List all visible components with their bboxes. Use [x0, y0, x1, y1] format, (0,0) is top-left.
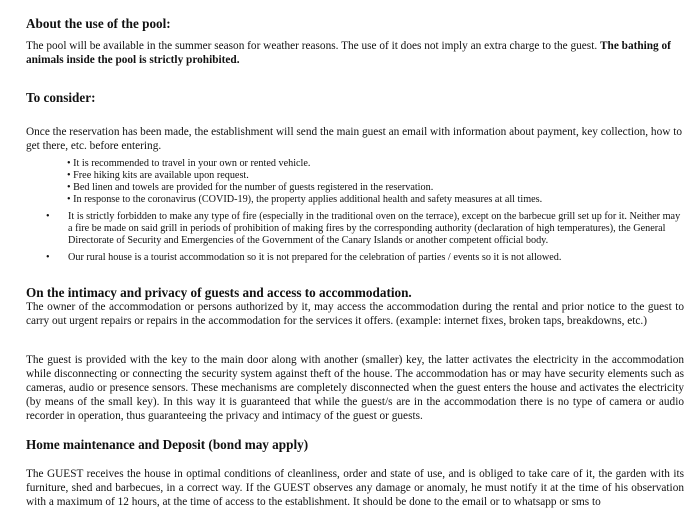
- privacy-paragraph-2: The guest is provided with the key to the main door along with another (smaller) key, the latter activates the electricity in the accommodation while disconnecting or connecting the security system against theft of the house. The accommodation has or may have security elements such as cameras, audio or presence sensors. These mechanisms are completely disconnected when the guest enters the house and activates the electricity (by means of the small key). In this way it is guaranteed that while the guest/s are in the accommodation there is no type of camera or audio recorder in operation, thus guaranteeing the privacy and intimacy of the guest or guests.: [26, 354, 684, 422]
- consider-heading: To consider:: [26, 90, 96, 105]
- privacy-paragraph-1: The owner of the accommodation or persons authorized by it, may access the accommodation during the rental and prior notice to the guest to carry out urgent repairs or repairs in the accommodation for the services it offers. (example: internet fixes, broken taps, breakdowns, etc.): [26, 301, 684, 327]
- privacy-heading: On the intimacy and privacy of guests and access to accommodation.: [26, 285, 412, 300]
- bullet-icon: •: [46, 211, 50, 222]
- consider-bullets: [26, 207, 684, 264]
- list-item: • It is recommended to travel in your own or rented vehicle.: [67, 158, 311, 169]
- bullet-item: [26, 252, 684, 264]
- bullet-icon: •: [46, 252, 50, 263]
- consider-intro: Once the reservation has been made, the establishment will send the main guest an email with information about payment, key collection, how to get there, etc. before entering.: [26, 126, 682, 152]
- list-item: • In response to the coronavirus (COVID-19), the property applies additional health and safety measures at all times.: [67, 194, 543, 205]
- pool-text: The pool will be available in the summer season for weather reasons. The use of it does not imply an extra charge to the guest.: [26, 40, 600, 52]
- maintenance-paragraph: The GUEST receives the house in optimal conditions of cleanliness, order and state of use, and is obliged to take care of it, the garden with its furniture, shed and barbecues, in a correct way. If the GUEST observes any damage or anomaly, he must notify it at the time of his observation with a maximum of 12 hours, at the time of access to the establishment. It should be done to the email or to whatsapp or sms to: [26, 468, 684, 508]
- pool-animals-rule: The bathing of animals inside the pool is strictly prohibited.: [26, 40, 671, 66]
- bullet-text: It is strictly forbidden to make any type of fire (especially in the traditional oven on the terrace), except on the barbecue grill set up for it. Neither may a fire be made on said grill in periods of prohibition of making fires by the corresponding authority (declaration of high temperatures), the General Directorate of Security and Emergencies of the Government of the Canary Islands or another competent official body.: [68, 211, 681, 246]
- bullet-text: Our rural house is a tourist accommodation so it is not prepared for the celebration of parties / events so it is not allowed.: [68, 252, 562, 263]
- list-item: • Free hiking kits are available upon request.: [67, 170, 249, 181]
- bullet-item: [26, 211, 684, 247]
- list-item: • Bed linen and towels are provided for the number of guests registered in the reservation.: [67, 182, 434, 193]
- maintenance-heading: Home maintenance and Deposit (bond may apply): [26, 437, 309, 452]
- pool-paragraph: [26, 39, 684, 67]
- pool-heading: About the use of the pool:: [26, 16, 171, 31]
- consider-list: [26, 158, 700, 206]
